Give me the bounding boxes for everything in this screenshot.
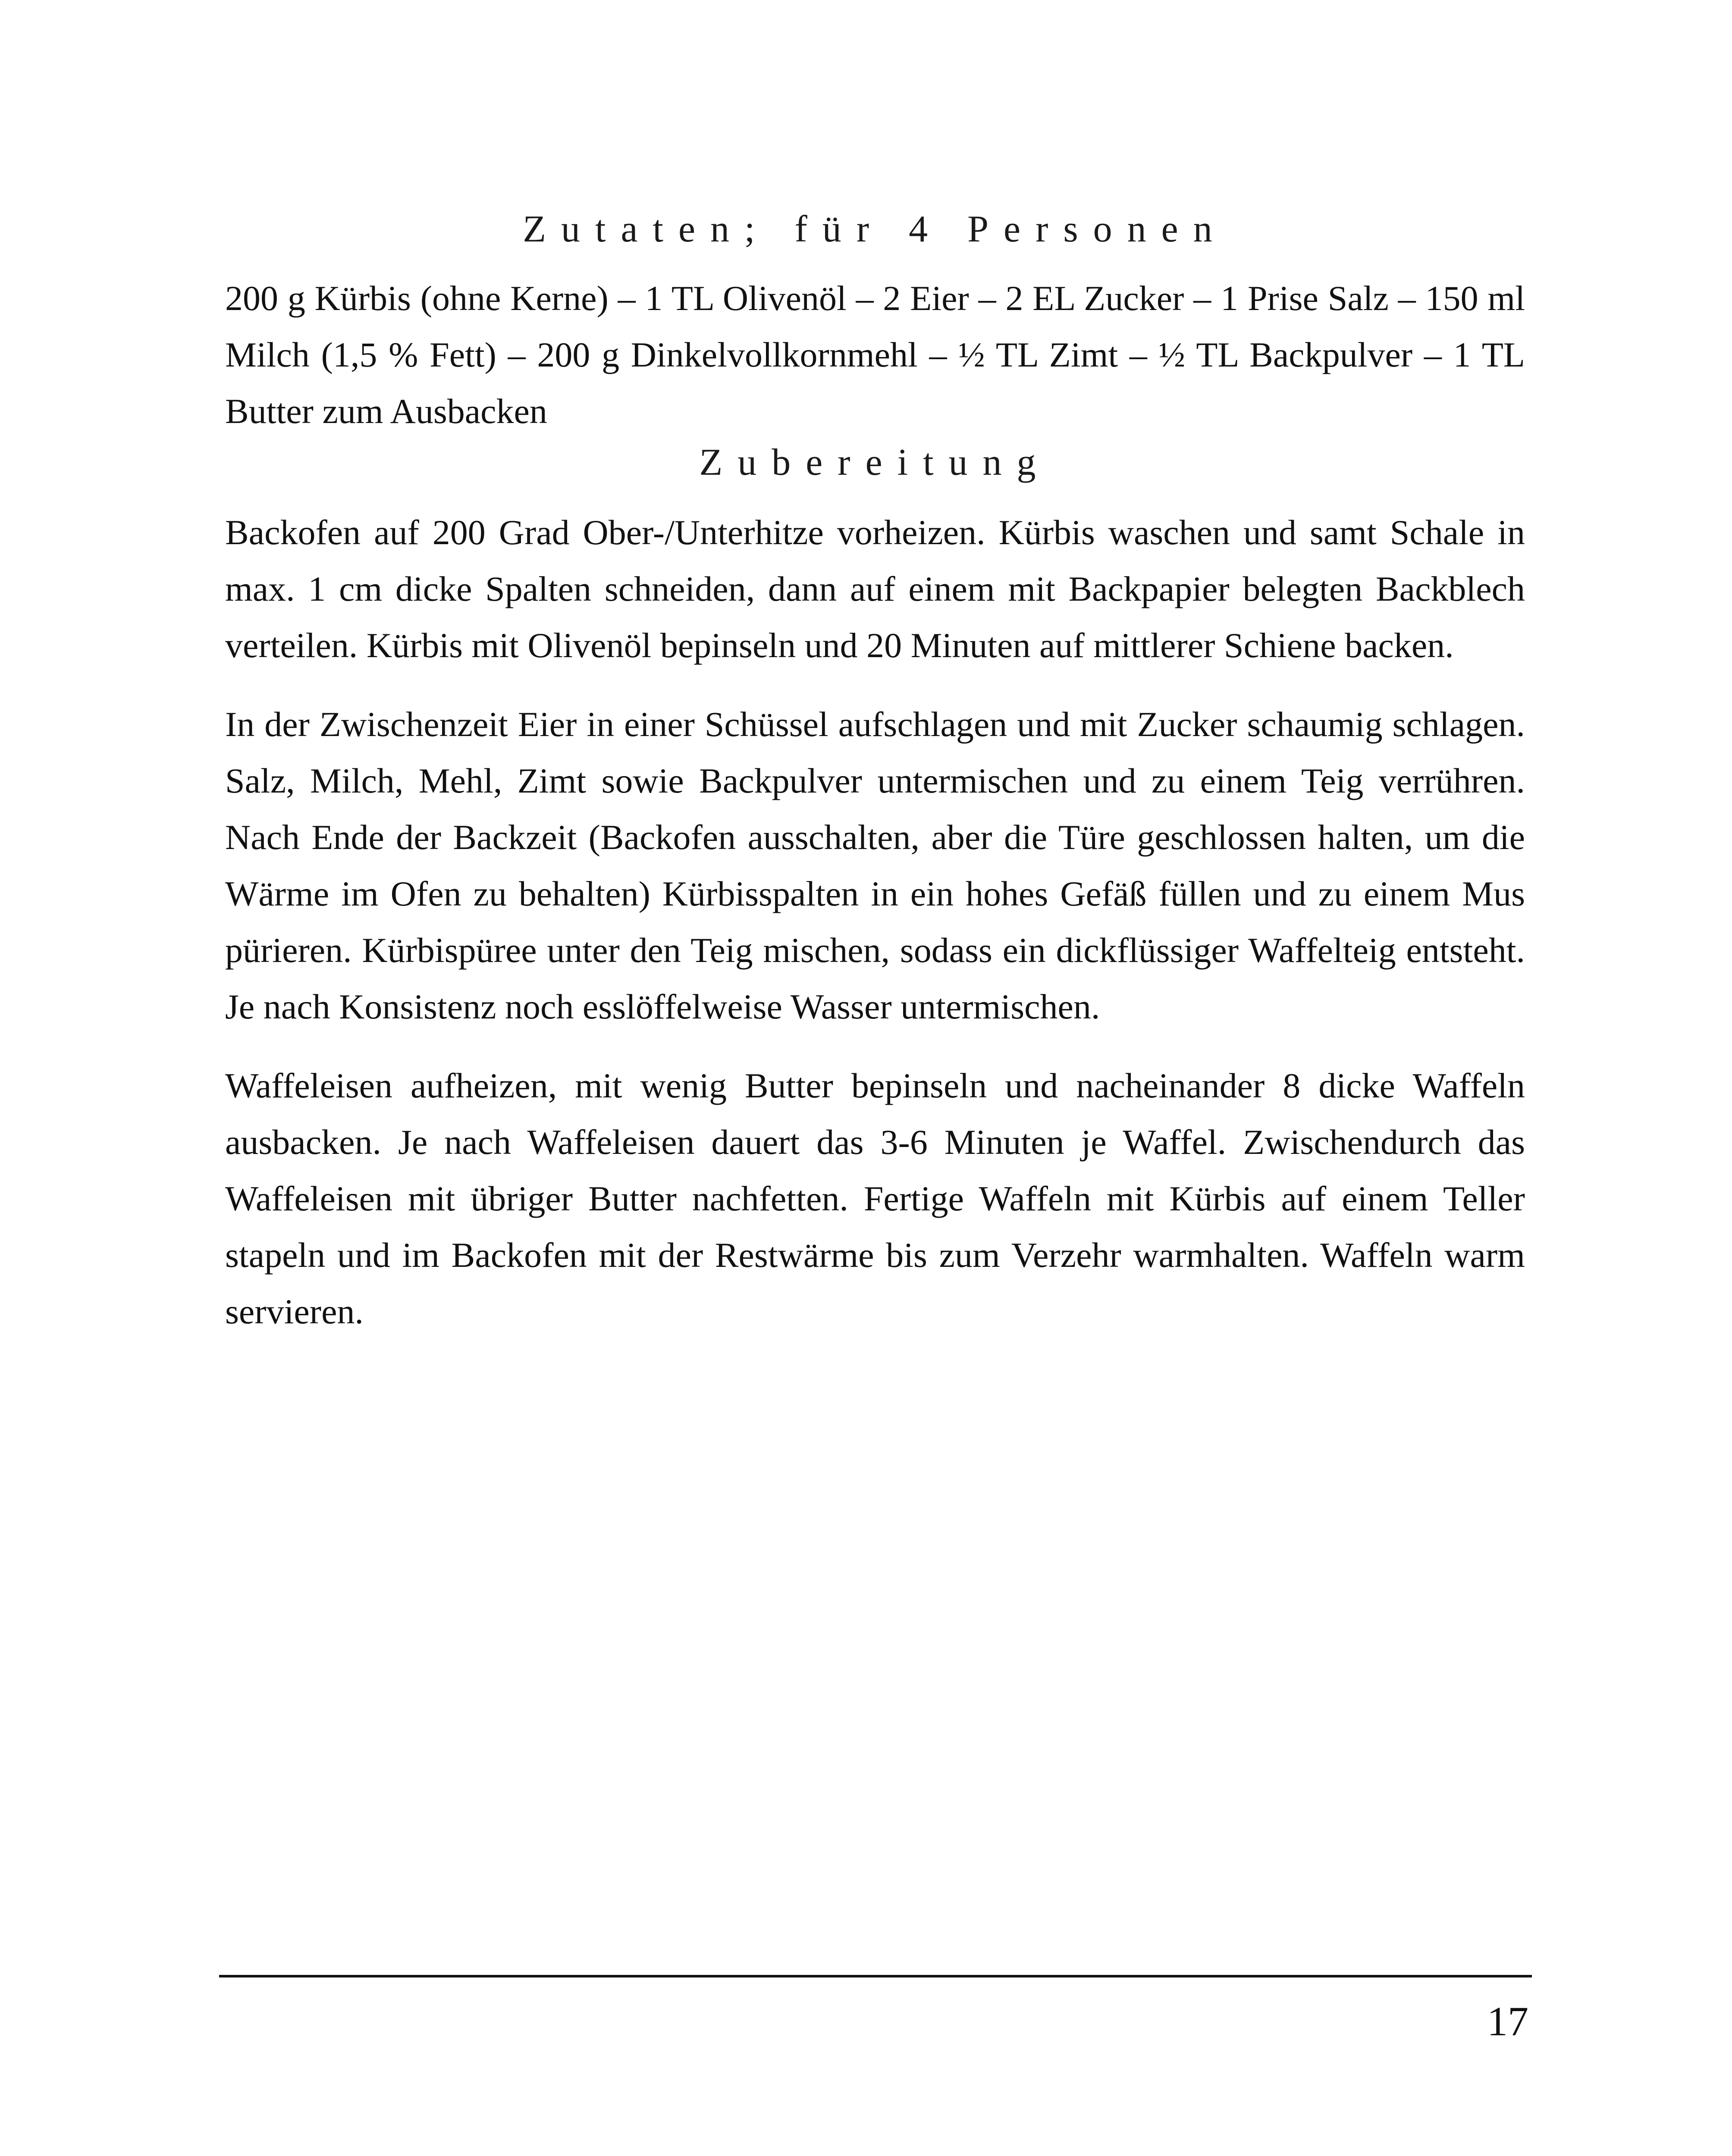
preparation-paragraph-batter: In der Zwischenzeit Eier in einer Schüssel aufschlagen und mit Zucker schaumig schlagen. Salz, Milch, Mehl, Zimt sowie Backpulver untermischen und zu einem Teig verrühren. Nach Ende der Backzeit (Backofen ausschalten, aber die Türe geschlossen halten, um die Wärme im Ofen zu behalten) Kürbisspalten in ein hohes Gefäß füllen und zu einem Mus pürieren. Kürbispüree unter den Teig mischen, sodass ein dickflüssiger Waffelteig entsteht. Je nach Konsistenz noch esslöffelweise Wasser untermischen. (225, 705, 1525, 1026)
ingredients-heading: Zutaten; für 4 Personen (523, 208, 1227, 250)
recipe-body (225, 190, 1525, 1340)
ingredients-list: 200 g Kürbis (ohne Kerne) – 1 TL Olivenöl – 2 Eier – 2 EL Zucker – 1 Prise Salz – 150 ml Milch (1,5 % Fett) – 200 g Dinkelvollkornmehl – ½ TL Zimt – ½ TL Backpulver – 1 TL Butter zum Ausbacken (225, 279, 1525, 431)
preparation-heading: Zubereitung (699, 442, 1051, 483)
page-number: 17 (1487, 1998, 1528, 2044)
footer-divider (219, 1975, 1532, 1977)
preparation-paragraph-waffles: Waffeleisen aufheizen, mit wenig Butter bepinseln und nacheinander 8 dicke Waffeln ausbacken. Je nach Waffeleisen dauert das 3-6 Minuten je Waffel. Zwischendurch das Waffeleisen mit übriger Butter nachfetten. Fertige Waffeln mit Kürbis auf einem Teller stapeln und im Backofen mit der Restwärme bis zum Verzehr warmhalten. Waffeln warm servieren. (225, 1066, 1525, 1331)
preparation-paragraph-oven: Backofen auf 200 Grad Ober-/Unterhitze vorheizen. Kürbis waschen und samt Schale in max. 1 cm dicke Spalten schneiden, dann auf einem mit Backpapier belegten Backblech verteilen. Kürbis mit Olivenöl bepinseln und 20 Minuten auf mittlerer Schiene backen. (225, 513, 1525, 665)
